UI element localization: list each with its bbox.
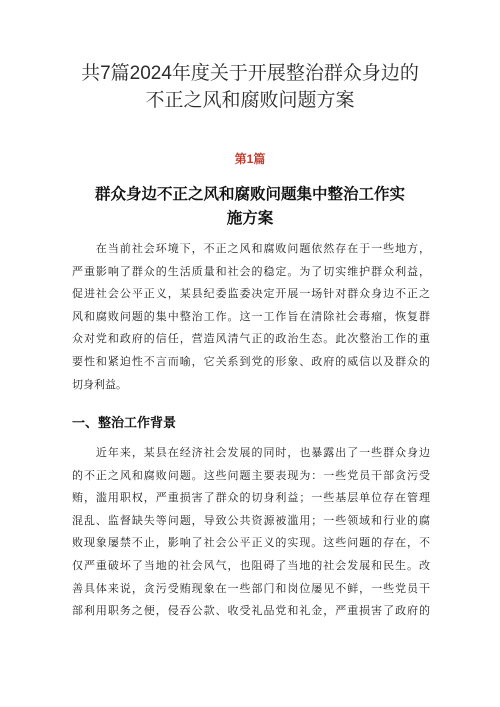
paragraph-line: 败现象屡禁不止，影响了社会公平正义的实现。这些问题的存在，不 (72, 536, 430, 550)
paragraph-line: 善具体来说，贪污受贿现象在一些部门和岗位屡见不鲜，一些党员干 (72, 581, 430, 595)
document-title-line-2: 不正之风和腐败问题方案 (145, 90, 355, 111)
background-paragraph (72, 442, 430, 623)
section-title-line-1: 群众身边不正之风和腐败问题集中整治工作实 (94, 186, 405, 203)
document-title (60, 60, 440, 114)
background-heading: 一、整治工作背景 (72, 415, 177, 430)
paragraph-line: 促进社会公平正义，某县纪委监委决定开展一场针对群众身边不正之 (72, 287, 430, 301)
paragraph-line: 众对党和政府的信任，营造风清气正的政治生态。此次整治工作的重 (72, 332, 430, 346)
paragraph-line: 贿，滥用职权，严重损害了群众的切身利益；一些基层单位存在管理 (72, 491, 430, 505)
paragraph-line: 近年来，某县在经济社会发展的同时，也暴露出了一些群众身边 (72, 446, 430, 459)
paragraph-line: 风和腐败问题的集中整治工作。这一工作旨在清除社会毒瘤，恢复群 (72, 309, 430, 323)
paragraph-line: 混乱、监督缺失等问题，导致公共资源被滥用；一些领域和行业的腐 (72, 513, 430, 527)
intro-paragraph (72, 238, 430, 396)
section-title (70, 183, 430, 231)
document-title-line-1: 共7篇2024年度关于开展整治群众身边的 (81, 63, 419, 84)
paragraph-line: 部利用职务之便，侵吞公款、收受礼品党和礼金，严重损害了政府的 (72, 604, 430, 618)
paragraph-line: 在当前社会环境下，不正之风和腐败问题依然存在于一些地方， (72, 242, 430, 255)
paragraph-line: 要性和紧迫性不言而喻，它关系到党的形象、政府的威信以及群众的 (72, 354, 430, 368)
paragraph-line: 的不正之风和腐败问题。这些问题主要表现为：一些党员干部贪污受 (72, 468, 430, 482)
paragraph-line: 切身利益。 (72, 377, 127, 391)
paragraph-line: 仅严重破坏了当地的社会风气，也阻碍了当地的社会发展和民生。改 (72, 558, 430, 572)
part-label: 第1篇 (234, 152, 266, 166)
section-title-line-2: 施方案 (226, 210, 274, 227)
paragraph-line: 严重影响了群众的生活质量和社会的稳定。为了切实维护群众利益， (72, 264, 430, 278)
